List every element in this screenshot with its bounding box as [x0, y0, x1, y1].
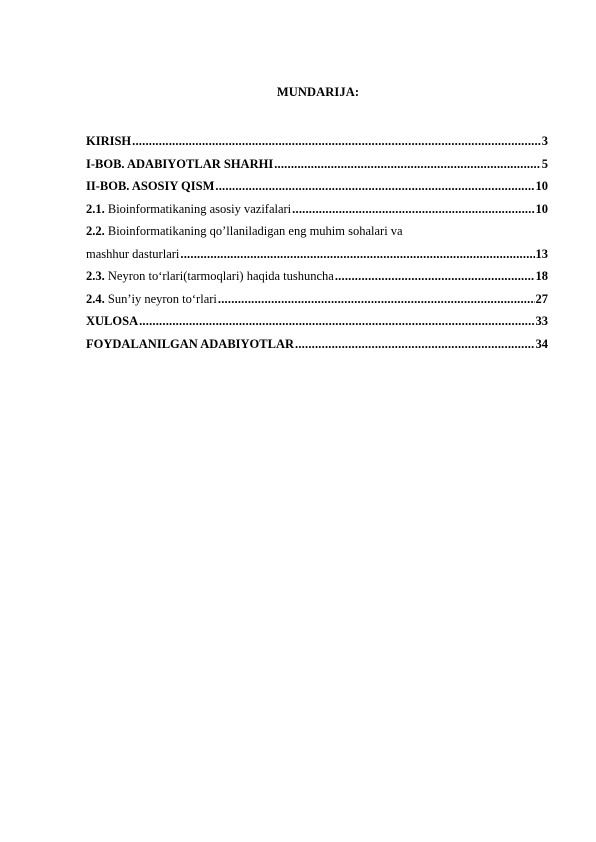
toc-entry-label: mashhur dasturlari — [86, 246, 180, 261]
toc-entry-text: Bioinformatikaning qo’llaniladigan eng muhim sohalari va — [104, 224, 403, 238]
toc-entry-page: 10 — [535, 179, 548, 193]
toc-entry-page: 10 — [535, 201, 548, 216]
toc-entry-label: XULOSA — [86, 314, 139, 328]
toc-leader-dots — [180, 243, 534, 266]
toc-entry-2-4 — [86, 288, 548, 311]
toc-leader-dots — [274, 153, 541, 176]
toc-entry-2-2-continued — [86, 243, 548, 266]
toc-entry-page: 13 — [535, 246, 548, 261]
toc-entry-page: 3 — [541, 134, 548, 148]
toc-entry-label: II-BOB. ASOSIY QISM — [86, 179, 215, 193]
toc-entry-text: Neyron to‘rlari(tarmoqlari) haqida tushuncha — [104, 269, 334, 283]
toc-entry-number: 2.1. — [86, 201, 105, 216]
toc-entry-label: FOYDALANILGAN ADABIYOTLAR — [86, 336, 295, 351]
toc-entry-number: 2.4. — [86, 291, 105, 306]
toc-entry-page: 34 — [535, 336, 548, 351]
toc-entry-2-1 — [86, 198, 548, 221]
toc-entry-asosiy-qism — [86, 175, 548, 198]
toc-entry-page: 33 — [535, 314, 548, 328]
toc-entry-label: I-BOB. ADABIYOTLAR SHARHI — [86, 156, 274, 171]
toc-entry-text: Bioinformatikaning asosiy vazifalari — [104, 201, 292, 216]
toc-entry-number: 2.2. — [86, 224, 105, 238]
toc-entry-label — [86, 265, 334, 288]
toc-leader-dots — [295, 333, 534, 356]
toc-entry-page: 27 — [535, 291, 548, 306]
toc-entry-page: 5 — [541, 156, 548, 171]
toc-entry-page: 18 — [535, 269, 548, 283]
toc-entry-2-3 — [86, 265, 548, 288]
page-title: MUNDARIJA: — [276, 85, 360, 99]
toc-entry-label — [86, 220, 403, 243]
toc-entry-label — [86, 198, 291, 221]
toc-entry-2-2 — [86, 220, 548, 243]
toc-leader-dots — [218, 288, 535, 311]
toc-leader-dots — [215, 175, 534, 198]
toc-entry-xulosa — [86, 310, 548, 333]
toc-leader-dots — [132, 130, 541, 153]
toc-entry-text: Sun’iy neyron to‘rlari — [104, 291, 217, 306]
toc-leader-dots — [139, 310, 534, 333]
toc-entry-number: 2.3. — [86, 269, 105, 283]
toc-leader-dots — [292, 198, 534, 221]
toc-entry-foydalanilgan-adabiyotlar — [86, 333, 548, 356]
toc-leader-dots — [335, 265, 535, 288]
toc-entry-kirish — [86, 130, 548, 153]
toc-entry-adabiyotlar-sharhi — [86, 153, 548, 176]
toc-entry-label — [86, 288, 217, 311]
toc-entry-label: KIRISH — [86, 134, 132, 148]
table-of-contents — [86, 130, 548, 355]
